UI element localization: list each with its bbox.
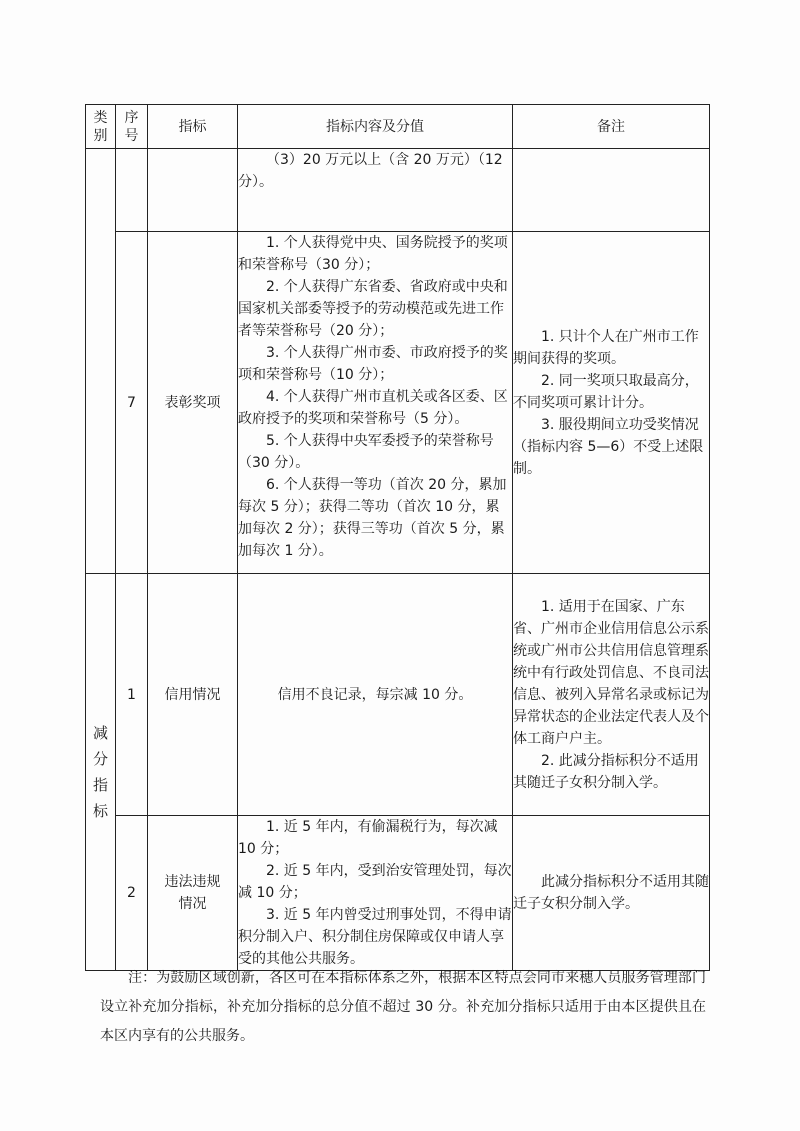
content-line: 1. 近 5 年内，有偷漏税行为，每次减 10 分； xyxy=(238,819,498,857)
content-line: 3. 个人获得广州市委、市政府授予的奖项和荣誉称号（10 分）； xyxy=(238,345,508,383)
header-indicator: 指标 xyxy=(148,105,238,149)
indicator-table xyxy=(85,104,710,971)
content-line: 6. 个人获得一等功（首次 20 分，累加每次 5 分）；获得二等功（首次 10 分，累加每次 2 分）；获得三等功（首次 5 分，累加每次 1 分）。 xyxy=(238,477,507,559)
remark-line: 2. 同一奖项只取最高分，不同奖项可累计计分。 xyxy=(513,372,699,411)
header-no-text: 序号 xyxy=(124,109,139,144)
row-indicator: 表彰奖项 xyxy=(148,232,238,574)
row-indicator xyxy=(148,149,238,232)
header-remark: 备注 xyxy=(513,105,710,149)
content-line: （3）20 万元以上（含 20 万元）（12 分）。 xyxy=(238,152,503,190)
remark-line: 1. 只计个人在广州市工作期间获得的奖项。 xyxy=(513,328,699,367)
row-content xyxy=(238,232,513,574)
row-remark xyxy=(513,232,710,574)
remark-line: 1. 适用于在国家、广东省、广州市企业信用信息公示系统或广州市公共信用信息管理系统中有行政处罚信息、不良司法信息、被列入异常名录或标记为异常状态的企业法定代表人及个体工商户户主。 xyxy=(513,598,709,747)
row-remark xyxy=(513,816,710,971)
category-cell-bonus xyxy=(86,149,116,574)
table-header-row xyxy=(86,105,710,149)
table-row xyxy=(86,574,710,816)
remark-line: 3. 服役期间立功受奖情况（指标内容 5—6）不受上述限制。 xyxy=(513,416,704,477)
row-content xyxy=(238,149,513,232)
table-row xyxy=(86,816,710,971)
deduction-category-label: 减分指标 xyxy=(93,724,109,820)
content-line: 2. 近 5 年内，受到治安管理处罚，每次减 10 分； xyxy=(238,863,512,901)
remark-line: 2. 此减分指标积分不适用其随迁子女积分制入学。 xyxy=(513,752,699,791)
row-no: 1 xyxy=(116,574,148,816)
header-no xyxy=(116,105,148,149)
row-remark xyxy=(513,574,710,816)
table-row xyxy=(86,232,710,574)
header-category-text: 类别 xyxy=(93,109,108,144)
row-remark xyxy=(513,149,710,232)
remark-line: 此减分指标积分不适用其随迁子女积分制入学。 xyxy=(513,874,709,912)
footnote: 注：为鼓励区域创新，各区可在本指标体系之外，根据本区特点会同市来穗人员服务管理部门设立补充加分指标，补充加分指标的总分值不超过 30 分。补充加分指标只适用于由本区提供且在本区内享有的公共服务。 xyxy=(100,970,706,1044)
row-content xyxy=(238,816,513,971)
table-row xyxy=(86,149,710,232)
header-category xyxy=(86,105,116,149)
content-line: 2. 个人获得广东省委、省政府或中央和国家机关部委等授予的劳动模范或先进工作者等荣誉称号（20 分）； xyxy=(238,279,508,339)
content-line: 1. 个人获得党中央、国务院授予的奖项和荣誉称号（30 分）； xyxy=(238,235,508,273)
row-no: 2 xyxy=(116,816,148,971)
content-line: 3. 近 5 年内曾受过刑事处罚，不得申请积分制入户、积分制住房保障或仅申请人享受的其他公共服务。 xyxy=(238,907,512,967)
header-content: 指标内容及分值 xyxy=(238,105,513,149)
row-indicator: 信用情况 xyxy=(148,574,238,816)
row-content: 信用不良记录，每宗减 10 分。 xyxy=(238,574,513,816)
row-indicator: 违法违规情况 xyxy=(148,816,238,971)
content-line: 4. 个人获得广州市直机关或各区委、区政府授予的奖项和荣誉称号（5 分）。 xyxy=(238,389,508,427)
content-line: 5. 个人获得中央军委授予的荣誉称号（30 分）。 xyxy=(238,433,494,471)
row-no xyxy=(116,149,148,232)
row-no: 7 xyxy=(116,232,148,574)
category-cell-deduction xyxy=(86,574,116,971)
